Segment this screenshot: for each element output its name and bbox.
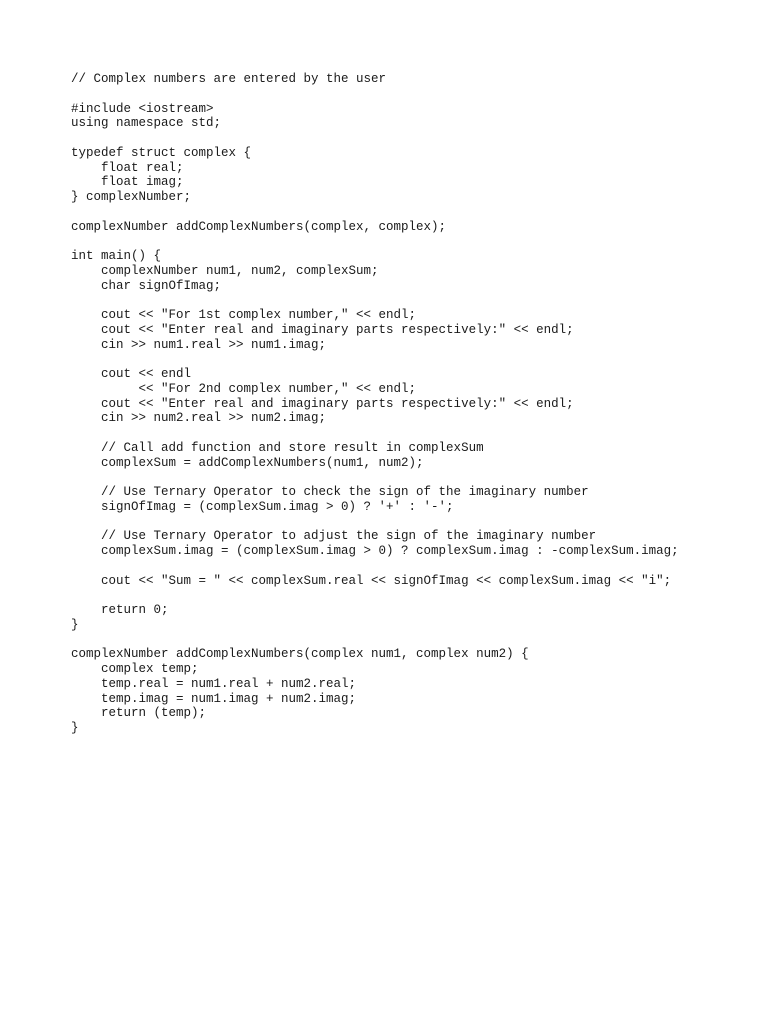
code-line: // Use Ternary Operator to adjust the sign of the imaginary number: [71, 529, 597, 544]
code-line: typedef struct complex {: [71, 145, 252, 160]
code-line: float imag;: [71, 175, 184, 190]
code-line: complexNumber num1, num2, complexSum;: [71, 263, 379, 278]
code-line: // Use Ternary Operator to check the sign of the imaginary number: [71, 485, 589, 499]
code-line: return (temp);: [71, 706, 207, 721]
code-line: return 0;: [71, 603, 169, 617]
code-line: [71, 470, 679, 485]
code-line: [71, 559, 679, 574]
code-line: cin >> num1.real >> num1.imag;: [71, 337, 327, 352]
code-line: [71, 633, 679, 648]
code-line: } complexNumber;: [71, 190, 192, 204]
code-line: << "For 2nd complex number," << endl;: [71, 381, 417, 396]
code-line: #include <iostream>: [71, 101, 214, 116]
code-line: [71, 205, 679, 220]
code-line: complexSum = addComplexNumbers(num1, num2);: [71, 455, 424, 470]
code-line: cout << "Enter real and imaginary parts respectively:" << endl;: [71, 396, 574, 411]
code-listing: [71, 72, 679, 736]
code-line: }: [71, 617, 79, 632]
code-line: [71, 426, 679, 441]
code-line: using namespace std;: [71, 116, 222, 131]
code-line: [71, 352, 679, 367]
code-line: char signOfImag;: [71, 278, 222, 293]
code-line: [71, 87, 679, 102]
code-line: }: [71, 721, 79, 735]
code-line: [71, 234, 679, 249]
code-line: complexSum.imag = (complexSum.imag > 0) ? complexSum.imag : -complexSum.imag;: [71, 544, 679, 558]
code-line: cout << endl: [71, 367, 192, 381]
code-line: // Call add function and store result in complexSum: [71, 440, 484, 455]
code-line: cout << "For 1st complex number," << endl;: [71, 308, 417, 322]
code-line: complexNumber addComplexNumbers(complex num1, complex num2) {: [71, 647, 529, 662]
code-line: [71, 515, 679, 530]
code-line: temp.imag = num1.imag + num2.imag;: [71, 691, 357, 706]
code-line: int main() {: [71, 249, 162, 263]
code-line: complex temp;: [71, 662, 199, 676]
code-line: cout << "Sum = " << complexSum.real << signOfImag << complexSum.imag << "i";: [71, 573, 672, 588]
code-line: [71, 588, 679, 603]
code-line: float real;: [71, 160, 184, 175]
code-line: cin >> num2.real >> num2.imag;: [71, 411, 327, 426]
code-line: cout << "Enter real and imaginary parts respectively:" << endl;: [71, 322, 574, 337]
code-line: [71, 131, 679, 146]
code-line: signOfImag = (complexSum.imag > 0) ? '+' : '-';: [71, 499, 454, 514]
code-line: complexNumber addComplexNumbers(complex, complex);: [71, 219, 447, 234]
code-line: temp.real = num1.real + num2.real;: [71, 676, 357, 691]
code-line: [71, 293, 679, 308]
code-line: // Complex numbers are entered by the user: [71, 72, 387, 86]
